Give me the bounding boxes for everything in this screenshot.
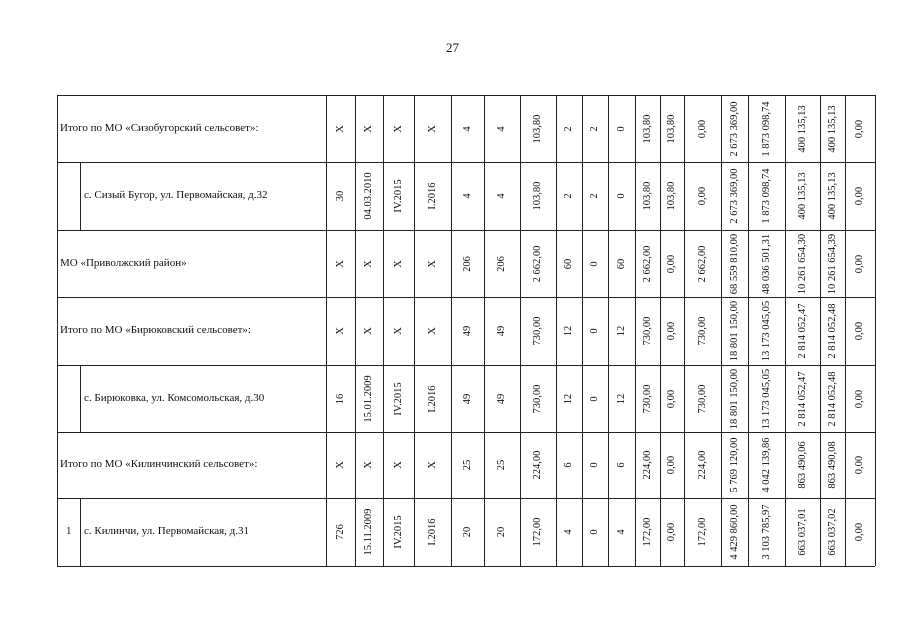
table-cell: 103,80	[665, 181, 677, 211]
table-cell: 4 429 860,00	[728, 504, 740, 560]
table-cell: 0,00	[853, 321, 865, 341]
table-cell: 12	[562, 393, 574, 404]
table-cell: 12	[615, 325, 627, 337]
table-cell: 4	[615, 529, 627, 535]
table-cell: 4	[461, 125, 473, 132]
table-cell: 15.01.2009	[362, 374, 374, 423]
table-cell: 1 873 098,74	[760, 100, 772, 157]
table-cell: 49	[461, 325, 473, 337]
table-cell: 25	[461, 459, 473, 471]
table-cell: 172,00	[531, 517, 543, 547]
table-rule-vertical	[80, 162, 81, 230]
table-cell: 726	[334, 524, 346, 540]
table-cell: 206	[495, 255, 507, 272]
table-cell: 2 662,00	[531, 245, 543, 282]
table-rule-vertical	[383, 95, 384, 566]
table-cell: 663 037,02	[826, 508, 838, 556]
table-rule-vertical	[845, 95, 846, 566]
table-rule-horizontal	[57, 432, 875, 433]
table-cell: 400 135,13	[796, 104, 808, 153]
table-cell: 0	[588, 328, 600, 334]
table-cell: 49	[495, 393, 507, 404]
table-rule-vertical	[582, 95, 583, 566]
table-cell: 49	[495, 325, 507, 337]
table-cell: 2	[588, 193, 600, 199]
table-cell: 0,00	[696, 186, 708, 206]
table-cell: 13 173 045,05	[760, 300, 772, 362]
table-cell: 2 814 052,48	[826, 370, 838, 427]
table-cell: IV.2015	[392, 381, 404, 416]
row-name: Итого по МО «Сизобугорский сельсовет»:	[60, 121, 259, 134]
table-rule-vertical	[875, 95, 876, 566]
table-rule-vertical	[80, 498, 81, 566]
table-cell: 04.03.2010	[362, 172, 374, 220]
table-cell: 4 042 139,86	[760, 437, 772, 493]
table-cell: I.2016	[426, 182, 438, 210]
table-cell: 48 036 501,31	[760, 233, 772, 294]
table-cell: 15.11.2009	[362, 508, 374, 556]
table-cell: 18 801 150,00	[728, 368, 740, 429]
table-cell: 0,00	[853, 455, 865, 475]
table-cell: 0,00	[853, 119, 865, 138]
table-cell: X	[334, 259, 346, 268]
table-cell: 0,00	[853, 389, 865, 408]
table-cell: 2	[588, 125, 600, 132]
table-rule-vertical	[414, 95, 415, 566]
table-cell: 0,00	[665, 389, 677, 408]
table-cell: 1 873 098,74	[760, 168, 772, 224]
table-rule-horizontal	[57, 162, 875, 163]
table-rule-vertical	[721, 95, 722, 566]
table-cell: 20	[461, 526, 473, 538]
table-rule-vertical	[785, 95, 786, 566]
table-rule-vertical	[520, 95, 521, 566]
table-cell: 172,00	[641, 517, 653, 547]
table-cell: I.2016	[426, 384, 438, 413]
table-rule-vertical	[660, 95, 661, 566]
table-cell: X	[334, 461, 346, 469]
table-cell: 400 135,13	[826, 172, 838, 220]
table-rule-vertical	[451, 95, 452, 566]
table-cell: 103,80	[531, 181, 543, 211]
table-cell: 18 801 150,00	[728, 300, 740, 362]
table-rule-vertical	[608, 95, 609, 566]
table-cell: 16	[334, 393, 346, 404]
table-cell: 25	[495, 459, 507, 471]
table-cell: 30	[334, 190, 346, 202]
table-cell: X	[426, 259, 438, 268]
table-cell: 0,00	[853, 254, 865, 273]
table-cell: 0	[588, 395, 600, 402]
table-cell: X	[426, 327, 438, 335]
table-cell: 6	[562, 462, 574, 468]
table-cell: 3 103 785,97	[760, 504, 772, 560]
table-rule-vertical	[748, 95, 749, 566]
table-cell: 103,80	[641, 181, 653, 211]
table-cell: 172,00	[696, 517, 708, 547]
table-cell: 224,00	[696, 450, 708, 480]
table-cell: X	[362, 259, 374, 268]
table-cell: 2 662,00	[696, 245, 708, 282]
table-cell: 0,00	[665, 455, 677, 475]
table-rule-vertical	[556, 95, 557, 566]
row-index: 1	[66, 525, 72, 537]
table-rule-horizontal	[57, 498, 875, 499]
table-cell: 0	[615, 125, 627, 132]
table-cell: 2 814 052,47	[796, 370, 808, 427]
row-name: с. Сизый Бугор, ул. Первомайская, д.32	[84, 189, 268, 201]
table-cell: 103,80	[665, 114, 677, 143]
table-cell: 2 673 369,00	[728, 168, 740, 224]
table-cell: X	[392, 461, 404, 469]
table-rule-vertical	[635, 95, 636, 566]
table-rule-horizontal	[57, 297, 875, 298]
table-rule-vertical	[684, 95, 685, 566]
table-cell: 224,00	[531, 450, 543, 480]
table-cell: 730,00	[696, 316, 708, 346]
table-cell: 206	[461, 255, 473, 272]
table-cell: X	[362, 124, 374, 133]
table-cell: 103,80	[641, 114, 653, 143]
table-cell: 730,00	[641, 316, 653, 346]
table-cell: 60	[615, 258, 627, 269]
table-cell: X	[334, 124, 346, 133]
page-number: 27	[446, 40, 459, 55]
table-cell: 730,00	[531, 316, 543, 346]
table-cell: 4	[461, 193, 473, 199]
table-cell: X	[426, 461, 438, 469]
table-rule-vertical	[820, 95, 821, 566]
table-cell: 12	[615, 393, 627, 404]
table-cell: 2	[562, 125, 574, 132]
table-cell: X	[392, 259, 404, 268]
table-cell: 4	[495, 125, 507, 132]
table-cell: 2	[562, 193, 574, 199]
table-cell: 2 814 052,48	[826, 303, 838, 359]
row-name: с. Килинчи, ул. Первомайская, д.31	[84, 525, 250, 537]
row-name: с. Бирюковка, ул. Комсомольская, д.30	[84, 391, 265, 404]
table-cell: 5 769 120,00	[728, 437, 740, 493]
table-cell: 224,00	[641, 450, 653, 480]
table-cell: X	[426, 124, 438, 133]
table-rule-vertical	[57, 95, 58, 566]
table-cell: 4	[495, 193, 507, 199]
table-cell: 400 135,13	[826, 104, 838, 153]
table-cell: 730,00	[696, 384, 708, 413]
table-cell: 4	[562, 529, 574, 535]
table-cell: 0,00	[665, 321, 677, 341]
table-cell: 663 037,01	[796, 508, 808, 556]
table-cell: 60	[562, 258, 574, 269]
table-cell: 863 490,08	[826, 441, 838, 489]
table-cell: 12	[562, 325, 574, 337]
table-cell: 0,00	[665, 522, 677, 542]
table-rule-horizontal	[57, 566, 875, 567]
table-cell: X	[392, 327, 404, 335]
table-cell: 0	[588, 260, 600, 267]
table-cell: 49	[461, 393, 473, 404]
table-rule-horizontal	[57, 230, 875, 231]
table-cell: 730,00	[641, 384, 653, 413]
table-cell: 400 135,13	[796, 172, 808, 220]
table-cell: 2 673 369,00	[728, 100, 740, 157]
row-name: МО «Приволжский район»	[60, 256, 187, 269]
table-cell: 0,00	[853, 186, 865, 206]
row-name: Итого по МО «Килинчинский сельсовет»:	[60, 458, 258, 470]
table-cell: 10 261 654,39	[826, 233, 838, 294]
table-cell: 103,80	[531, 114, 543, 143]
table-cell: X	[392, 124, 404, 133]
table-rule-vertical	[355, 95, 356, 566]
table-rule-vertical	[80, 365, 81, 432]
table-cell: 68 559 810,00	[728, 233, 740, 294]
table-cell: 0	[588, 529, 600, 535]
table-cell: X	[334, 327, 346, 335]
table-cell: 863 490,06	[796, 441, 808, 489]
table-cell: 0	[615, 193, 627, 199]
table-cell: X	[362, 327, 374, 335]
table-cell: 20	[495, 526, 507, 538]
table-cell: 0,00	[696, 119, 708, 138]
table-rule-vertical	[484, 95, 485, 566]
table-rule-horizontal	[57, 95, 875, 96]
table-cell: 10 261 654,30	[796, 233, 808, 294]
table-cell: IV.2015	[392, 179, 404, 213]
table-cell: X	[362, 461, 374, 469]
table-cell: 0	[588, 462, 600, 468]
table-cell: IV.2015	[392, 515, 404, 549]
table-cell: 6	[615, 462, 627, 468]
table-cell: 2 814 052,47	[796, 303, 808, 359]
table-cell: 0,00	[665, 254, 677, 273]
table-rule-vertical	[326, 95, 327, 566]
row-name: Итого по МО «Бирюковский сельсовет»:	[60, 324, 251, 336]
table-cell: I.2016	[426, 518, 438, 546]
table-cell: 2 662,00	[641, 245, 653, 282]
table-cell: 13 173 045,05	[760, 368, 772, 429]
table-rule-horizontal	[57, 365, 875, 366]
table-cell: 0,00	[853, 522, 865, 542]
table-cell: 730,00	[531, 384, 543, 413]
